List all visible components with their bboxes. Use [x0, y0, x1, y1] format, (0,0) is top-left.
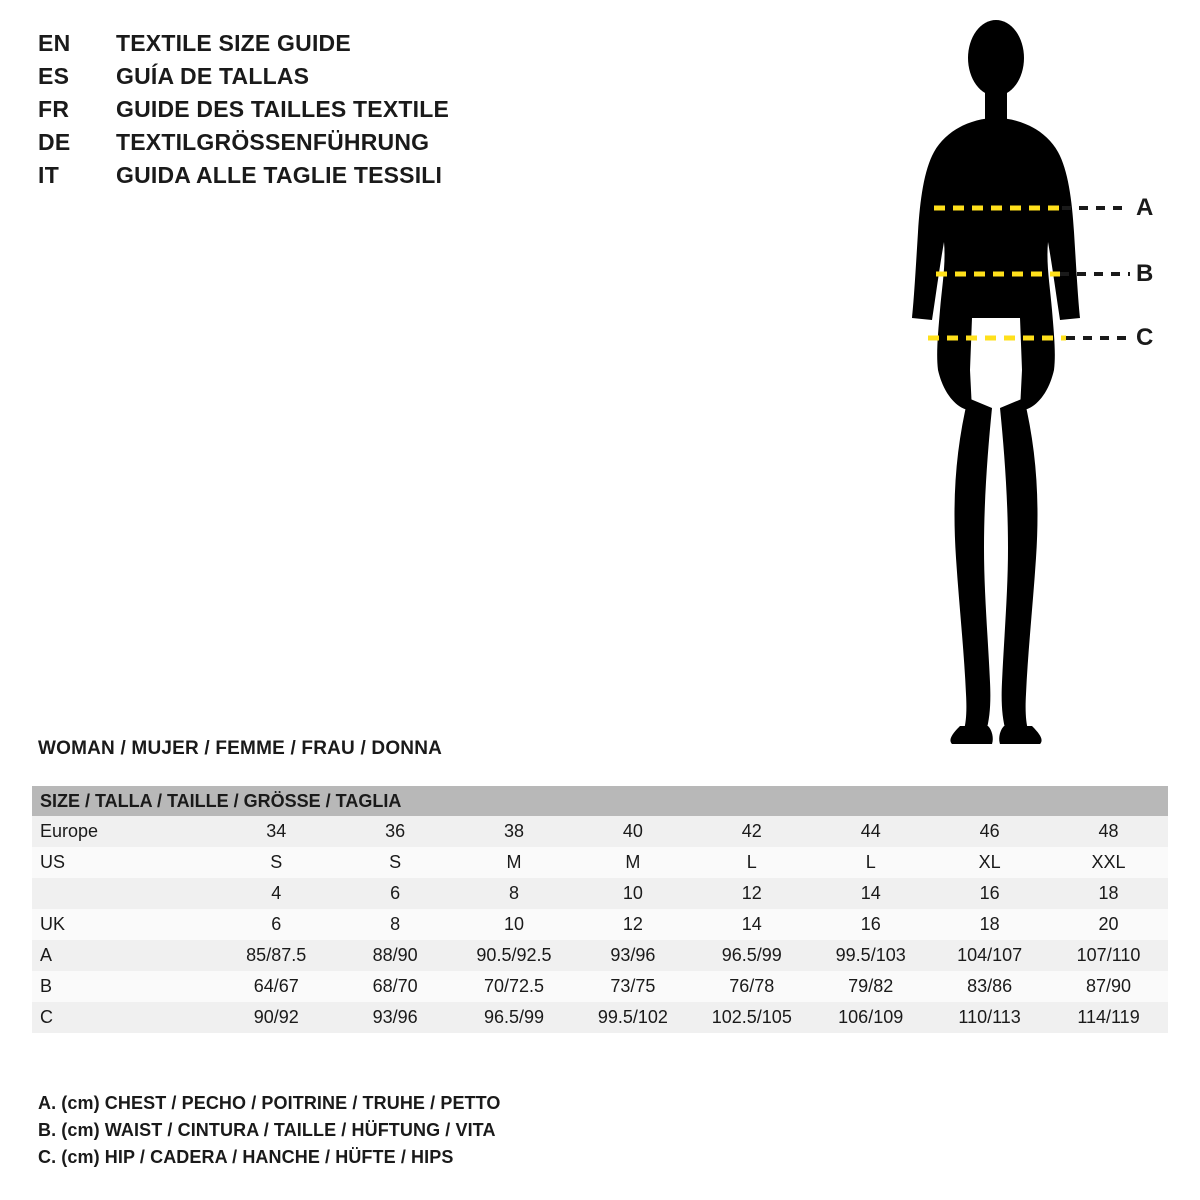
- table-cell: 99.5/102: [573, 1002, 692, 1033]
- language-title: GUIDE DES TAILLES TEXTILE: [116, 96, 449, 122]
- row-label: B: [32, 971, 217, 1002]
- table-cell: S: [217, 847, 336, 878]
- table-cell: 8: [455, 878, 574, 909]
- table-cell: 12: [692, 878, 811, 909]
- table-cell: 102.5/105: [692, 1002, 811, 1033]
- table-cell: 79/82: [811, 971, 930, 1002]
- table-section-title: WOMAN / MUJER / FEMME / FRAU / DONNA: [38, 738, 443, 759]
- table-cell: XXL: [1049, 847, 1168, 878]
- language-row: [38, 30, 558, 63]
- table-cell: 34: [217, 816, 336, 847]
- table-cell: 4: [217, 878, 336, 909]
- legend-note-c: C. (cm) HIP / CADERA / HANCHE / HÜFTE / HIPS: [38, 1147, 454, 1167]
- table-cell: 99.5/103: [811, 940, 930, 971]
- language-header-list: [38, 30, 558, 195]
- language-title: TEXTILGRÖSSENFÜHRUNG: [116, 129, 430, 155]
- marker-label-c: C: [1136, 324, 1154, 351]
- language-code: FR: [38, 96, 70, 122]
- table-cell: 73/75: [573, 971, 692, 1002]
- table-row: [32, 1002, 1168, 1033]
- language-code: ES: [38, 63, 70, 89]
- language-title: TEXTILE SIZE GUIDE: [116, 30, 351, 56]
- table-cell: S: [336, 847, 455, 878]
- table-cell: 18: [930, 909, 1049, 940]
- legend-note-a: A. (cm) CHEST / PECHO / POITRINE / TRUHE / PETTO: [38, 1093, 501, 1113]
- table-cell: 14: [811, 878, 930, 909]
- table-cell: 68/70: [336, 971, 455, 1002]
- table-cell: 90.5/92.5: [455, 940, 574, 971]
- table-cell: 70/72.5: [455, 971, 574, 1002]
- language-row: [38, 162, 558, 195]
- table-cell: L: [692, 847, 811, 878]
- row-label: US: [32, 847, 217, 878]
- row-label: Europe: [32, 816, 217, 847]
- table-cell: 93/96: [573, 940, 692, 971]
- table-cell: 110/113: [930, 1002, 1049, 1033]
- table-cell: 16: [930, 878, 1049, 909]
- row-label: [32, 878, 217, 909]
- table-row: [32, 940, 1168, 971]
- table-cell: 12: [573, 909, 692, 940]
- table-cell: 36: [336, 816, 455, 847]
- table-row: [32, 816, 1168, 847]
- language-row: [38, 129, 558, 162]
- table-cell: M: [573, 847, 692, 878]
- table-cell: 96.5/99: [455, 1002, 574, 1033]
- table-cell: 96.5/99: [692, 940, 811, 971]
- table-cell: 83/86: [930, 971, 1049, 1002]
- table-cell: 46: [930, 816, 1049, 847]
- table-cell: 88/90: [336, 940, 455, 971]
- row-label: A: [32, 940, 217, 971]
- table-cell: 6: [217, 909, 336, 940]
- table-cell: 16: [811, 909, 930, 940]
- table-cell: 114/119: [1049, 1002, 1168, 1033]
- table-cell: L: [811, 847, 930, 878]
- table-cell: M: [455, 847, 574, 878]
- measurement-legend: [38, 1090, 738, 1171]
- marker-label-b: B: [1136, 260, 1154, 287]
- table-cell: 40: [573, 816, 692, 847]
- table-row: [32, 971, 1168, 1002]
- table-cell: 90/92: [217, 1002, 336, 1033]
- legend-note-b: B. (cm) WAIST / CINTURA / TAILLE / HÜFTUNG / VITA: [38, 1120, 496, 1140]
- table-cell: 8: [336, 909, 455, 940]
- table-cell: 6: [336, 878, 455, 909]
- marker-label-a: A: [1136, 194, 1154, 221]
- size-chart-table: [32, 786, 1168, 1033]
- table-cell: XL: [930, 847, 1049, 878]
- table-cell: 10: [573, 878, 692, 909]
- table-cell: 64/67: [217, 971, 336, 1002]
- table-cell: 42: [692, 816, 811, 847]
- language-code: DE: [38, 129, 71, 155]
- table-row: [32, 878, 1168, 909]
- table-cell: 10: [455, 909, 574, 940]
- row-label: UK: [32, 909, 217, 940]
- table-cell: 93/96: [336, 1002, 455, 1033]
- language-title: GUÍA DE TALLAS: [116, 63, 310, 89]
- table-cell: 85/87.5: [217, 940, 336, 971]
- language-code: EN: [38, 30, 71, 56]
- table-cell: 106/109: [811, 1002, 930, 1033]
- table-cell: 38: [455, 816, 574, 847]
- table-row: [32, 909, 1168, 940]
- table-cell: 76/78: [692, 971, 811, 1002]
- table-cell: 44: [811, 816, 930, 847]
- language-row: [38, 96, 558, 129]
- row-label: C: [32, 1002, 217, 1033]
- table-cell: 14: [692, 909, 811, 940]
- language-row: [38, 63, 558, 96]
- table-header-row: [32, 786, 1168, 816]
- table-header-label: SIZE / TALLA / TAILLE / GRÖSSE / TAGLIA: [32, 786, 1168, 816]
- table-cell: 87/90: [1049, 971, 1168, 1002]
- table-row: [32, 847, 1168, 878]
- table-cell: 18: [1049, 878, 1168, 909]
- body-figure-diagram: [860, 18, 1190, 758]
- table-cell: 20: [1049, 909, 1168, 940]
- language-title: GUIDA ALLE TAGLIE TESSILI: [116, 162, 443, 188]
- table-cell: 107/110: [1049, 940, 1168, 971]
- table-cell: 104/107: [930, 940, 1049, 971]
- female-silhouette-icon: [860, 18, 1190, 758]
- table-cell: 48: [1049, 816, 1168, 847]
- language-code: IT: [38, 162, 60, 188]
